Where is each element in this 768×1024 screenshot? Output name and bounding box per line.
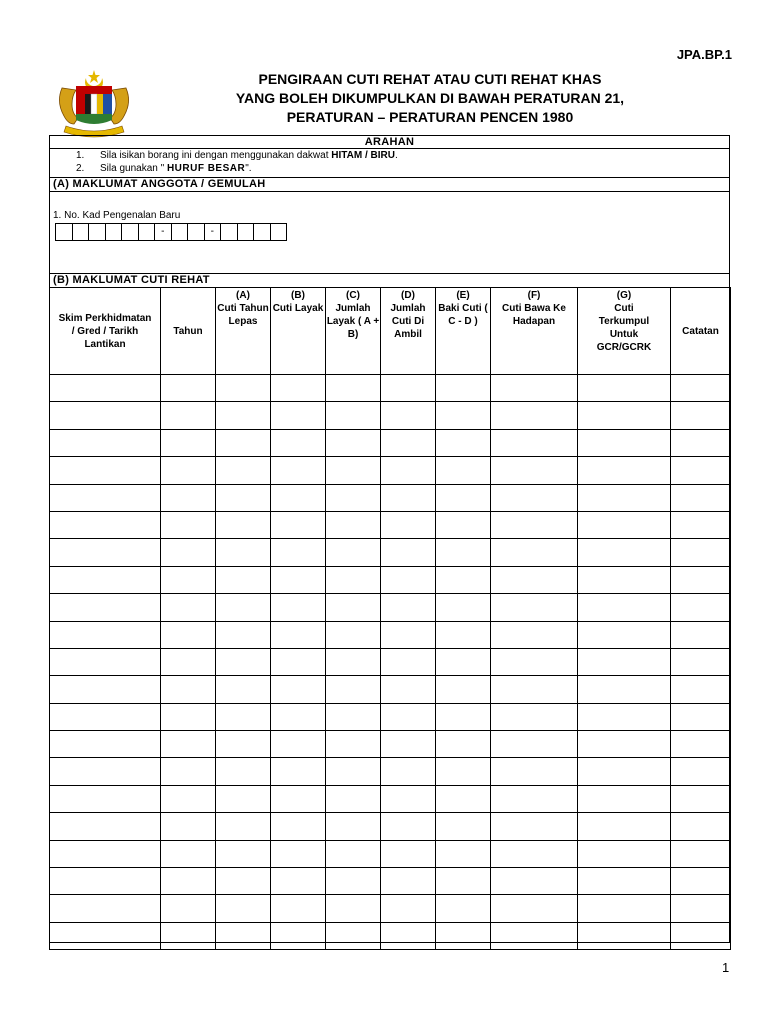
table-cell[interactable] [491,402,578,429]
table-cell[interactable] [326,375,381,402]
table-cell[interactable] [436,785,491,812]
section-a-title: (A) MAKLUMAT ANGGOTA / GEMULAH [53,178,266,190]
table-cell[interactable] [271,731,326,758]
table-cell[interactable] [326,457,381,484]
table-cell[interactable] [671,402,731,429]
table-cell[interactable] [491,840,578,867]
table-cell[interactable] [436,375,491,402]
table-cell[interactable] [216,785,271,812]
table-cell[interactable] [50,648,161,675]
table-cell[interactable] [381,457,436,484]
table-cell[interactable] [161,868,216,895]
table-cell[interactable] [436,457,491,484]
ic-digit-box[interactable] [88,223,106,241]
table-cell[interactable] [271,813,326,840]
table-cell[interactable] [271,375,326,402]
table-cell[interactable] [216,621,271,648]
table-cell[interactable] [216,648,271,675]
table-cell[interactable] [161,922,216,949]
table-cell[interactable] [578,402,671,429]
table-row [50,922,731,949]
form-title [150,70,710,127]
table-cell[interactable] [436,402,491,429]
table-cell[interactable] [671,375,731,402]
table-cell[interactable] [671,594,731,621]
instruction-item [76,163,252,174]
table-cell[interactable] [216,758,271,785]
table-cell[interactable] [326,429,381,456]
table-cell[interactable] [381,758,436,785]
table-row [50,758,731,785]
table-cell[interactable] [671,484,731,511]
ic-number-label: 1. No. Kad Pengenalan Baru [53,210,181,221]
table-cell[interactable] [671,621,731,648]
table-cell[interactable] [436,676,491,703]
table-cell[interactable] [50,594,161,621]
table-cell[interactable] [161,539,216,566]
table-cell[interactable] [381,731,436,758]
table-cell[interactable] [436,539,491,566]
table-row [50,539,731,566]
table-cell[interactable] [326,785,381,812]
table-cell[interactable] [671,813,731,840]
table-cell[interactable] [271,402,326,429]
table-cell[interactable] [578,758,671,785]
table-cell[interactable] [326,648,381,675]
column-label: Cuti Layak [272,303,324,314]
table-cell[interactable] [50,676,161,703]
column-header [271,288,326,375]
ic-digit-box[interactable] [187,223,205,241]
table-cell[interactable] [491,539,578,566]
table-cell[interactable] [491,375,578,402]
table-cell[interactable] [578,813,671,840]
table-cell[interactable] [271,457,326,484]
table-cell[interactable] [671,868,731,895]
table-cell[interactable] [161,511,216,538]
column-code: (E) [456,290,470,301]
table-cell[interactable] [491,868,578,895]
table-cell[interactable] [161,758,216,785]
column-code: (G) [616,290,632,301]
column-code: (A) [236,290,250,301]
column-header [326,288,381,375]
table-cell[interactable] [671,731,731,758]
table-cell[interactable] [161,566,216,593]
table-cell[interactable] [671,676,731,703]
table-header-row [50,288,731,375]
table-cell[interactable] [216,922,271,949]
table-row [50,840,731,867]
table-cell[interactable] [436,566,491,593]
table-cell[interactable] [381,594,436,621]
table-cell[interactable] [50,621,161,648]
table-cell[interactable] [671,457,731,484]
table-cell[interactable] [50,539,161,566]
instruction-number: 1. [76,150,85,161]
table-cell[interactable] [161,484,216,511]
table-cell[interactable] [271,621,326,648]
table-cell[interactable] [271,648,326,675]
column-header [216,288,271,375]
table-cell[interactable] [161,895,216,922]
column-label: Skim Perkhidmatan / Gred / Tarikh Lantikan [58,312,152,350]
table-cell[interactable] [216,731,271,758]
table-cell[interactable] [671,785,731,812]
table-cell[interactable] [216,511,271,538]
table-cell[interactable] [578,731,671,758]
table-cell[interactable] [381,511,436,538]
table-cell[interactable] [381,813,436,840]
table-cell[interactable] [671,895,731,922]
table-row [50,813,731,840]
table-cell[interactable] [578,539,671,566]
table-cell[interactable] [491,621,578,648]
table-cell[interactable] [578,868,671,895]
ic-digit-box[interactable] [237,223,255,241]
table-cell[interactable] [326,731,381,758]
table-row [50,703,731,730]
instruction-text: Sila isikan borang ini dengan menggunakan dakwat [100,150,332,161]
table-cell[interactable] [436,429,491,456]
instruction-text: Sila gunakan " [100,163,167,174]
table-cell[interactable] [216,703,271,730]
table-cell[interactable] [161,375,216,402]
table-cell[interactable] [161,594,216,621]
instruction-suffix: ". [245,163,252,174]
ic-digit-box[interactable] [171,223,189,241]
instructions-title: ARAHAN [364,136,415,148]
table-row [50,375,731,402]
table-cell[interactable] [326,539,381,566]
table-cell[interactable] [491,895,578,922]
table-cell[interactable] [326,676,381,703]
table-cell[interactable] [671,703,731,730]
table-row [50,648,731,675]
ic-digit-box[interactable] [253,223,271,241]
table-cell[interactable] [216,895,271,922]
table-cell[interactable] [381,895,436,922]
table-row [50,457,731,484]
instruction-suffix: . [394,150,398,161]
table-cell[interactable] [271,840,326,867]
table-cell[interactable] [326,813,381,840]
table-cell[interactable] [491,676,578,703]
table-cell[interactable] [50,429,161,456]
table-cell[interactable] [436,648,491,675]
table-cell[interactable] [326,511,381,538]
column-label: Baki Cuti ( C - D ) [438,303,488,327]
table-cell[interactable] [491,429,578,456]
table-cell[interactable] [436,868,491,895]
table-cell[interactable] [216,840,271,867]
table-cell[interactable] [381,402,436,429]
table-cell[interactable] [436,594,491,621]
ic-number-input[interactable] [56,223,287,241]
table-row [50,566,731,593]
table-row [50,785,731,812]
table-cell[interactable] [271,429,326,456]
table-cell[interactable] [216,676,271,703]
table-cell[interactable] [578,785,671,812]
table-cell[interactable] [578,594,671,621]
table-cell[interactable] [326,703,381,730]
table-cell[interactable] [161,457,216,484]
table-cell[interactable] [326,484,381,511]
title-line: PENGIRAAN CUTI REHAT ATAU CUTI REHAT KHAS [258,71,602,87]
table-cell[interactable] [578,484,671,511]
table-cell[interactable] [271,539,326,566]
column-label: Jumlah Cuti Di Ambil [390,303,426,340]
column-header [381,288,436,375]
table-cell[interactable] [161,813,216,840]
table-cell[interactable] [271,868,326,895]
table-cell[interactable] [381,375,436,402]
table-cell[interactable] [436,621,491,648]
table-cell[interactable] [436,895,491,922]
table-cell[interactable] [50,511,161,538]
column-label: Cuti Terkumpul Untuk GCR/GCRK [596,303,652,353]
section-b-title: (B) MAKLUMAT CUTI REHAT [53,274,210,286]
column-code: (B) [291,290,305,301]
table-cell[interactable] [671,539,731,566]
table-cell[interactable] [491,703,578,730]
table-row [50,676,731,703]
table-row [50,868,731,895]
table-cell[interactable] [381,539,436,566]
ic-digit-box[interactable] [220,223,238,241]
instruction-emphasis: HITAM / BIRU [331,150,395,161]
table-cell[interactable] [271,758,326,785]
table-cell[interactable] [271,511,326,538]
column-code: (C) [346,290,360,301]
table-cell[interactable] [50,785,161,812]
page-number: 1 [722,960,730,975]
instruction-number: 2. [76,163,85,174]
table-row [50,402,731,429]
table-cell[interactable] [161,703,216,730]
ic-digit-box[interactable] [72,223,90,241]
table-cell[interactable] [578,566,671,593]
table-cell[interactable] [326,594,381,621]
table-row [50,511,731,538]
table-row [50,731,731,758]
table-cell[interactable] [216,594,271,621]
ic-digit-box[interactable] [55,223,73,241]
table-cell[interactable] [578,676,671,703]
table-row [50,429,731,456]
column-header [578,288,671,375]
table-cell[interactable] [436,813,491,840]
table-cell[interactable] [578,840,671,867]
table-cell[interactable] [436,922,491,949]
table-cell[interactable] [578,457,671,484]
table-cell[interactable] [161,840,216,867]
table-cell[interactable] [671,922,731,949]
ic-digit-box[interactable] [270,223,288,241]
table-cell[interactable] [578,648,671,675]
ic-digit-box: - [154,223,172,241]
table-cell[interactable] [326,922,381,949]
table-cell[interactable] [671,429,731,456]
column-header [50,288,161,375]
table-cell[interactable] [271,895,326,922]
table-cell[interactable] [216,813,271,840]
ic-digit-box: - [204,223,222,241]
table-cell[interactable] [326,840,381,867]
ic-digit-box[interactable] [105,223,123,241]
table-cell[interactable] [381,785,436,812]
leave-table [49,287,731,950]
column-header [436,288,491,375]
table-cell[interactable] [216,566,271,593]
table-cell[interactable] [216,429,271,456]
column-header [671,288,731,375]
table-cell[interactable] [436,703,491,730]
table-cell[interactable] [671,511,731,538]
table-cell[interactable] [271,484,326,511]
table-cell[interactable] [161,402,216,429]
table-cell[interactable] [436,840,491,867]
table-cell[interactable] [50,703,161,730]
table-cell[interactable] [216,868,271,895]
table-cell[interactable] [326,758,381,785]
divider [49,148,730,149]
column-code: (D) [401,290,415,301]
table-cell[interactable] [578,621,671,648]
table-cell[interactable] [50,895,161,922]
table-cell[interactable] [216,402,271,429]
table-cell[interactable] [216,484,271,511]
table-cell[interactable] [381,621,436,648]
table-cell[interactable] [671,840,731,867]
divider [49,191,730,192]
column-label: Tahun [173,325,203,337]
table-cell[interactable] [578,511,671,538]
table-cell[interactable] [50,758,161,785]
table-cell[interactable] [578,922,671,949]
table-cell[interactable] [216,539,271,566]
table-row [50,895,731,922]
table-cell[interactable] [491,648,578,675]
title-line: PERATURAN – PERATURAN PENCEN 1980 [286,109,574,125]
title-line: YANG BOLEH DIKUMPULKAN DI BAWAH PERATURAN 21, [235,90,625,106]
instruction-item [76,150,398,161]
table-row [50,621,731,648]
table-cell[interactable] [381,566,436,593]
table-cell[interactable] [326,895,381,922]
table-cell[interactable] [491,511,578,538]
table-cell[interactable] [578,429,671,456]
table-cell[interactable] [161,429,216,456]
table-cell[interactable] [436,758,491,785]
table-cell[interactable] [271,566,326,593]
table-cell[interactable] [381,648,436,675]
table-cell[interactable] [161,621,216,648]
table-cell[interactable] [271,594,326,621]
malaysia-coat-of-arms-icon [56,68,132,138]
table-cell[interactable] [381,922,436,949]
ic-digit-box[interactable] [121,223,139,241]
table-cell[interactable] [491,457,578,484]
table-cell[interactable] [436,731,491,758]
table-cell[interactable] [491,922,578,949]
column-label: Jumlah Layak ( A + B) [326,303,380,340]
table-cell[interactable] [326,621,381,648]
table-cell[interactable] [271,676,326,703]
table-cell[interactable] [671,566,731,593]
table-cell[interactable] [216,457,271,484]
table-cell[interactable] [671,758,731,785]
table-cell[interactable] [50,813,161,840]
table-cell[interactable] [161,785,216,812]
table-cell[interactable] [271,922,326,949]
column-header [491,288,578,375]
table-cell[interactable] [50,484,161,511]
table-cell[interactable] [491,785,578,812]
table-cell[interactable] [326,868,381,895]
table-cell[interactable] [578,895,671,922]
table-cell[interactable] [491,813,578,840]
table-cell[interactable] [271,703,326,730]
table-cell[interactable] [671,648,731,675]
table-cell[interactable] [491,594,578,621]
table-cell[interactable] [50,922,161,949]
table-cell[interactable] [50,402,161,429]
table-cell[interactable] [216,375,271,402]
table-cell[interactable] [50,375,161,402]
column-header [161,288,216,375]
column-label: Cuti Bawa Ke Hadapan [502,303,566,327]
table-cell[interactable] [491,566,578,593]
table-cell[interactable] [491,731,578,758]
table-cell[interactable] [161,731,216,758]
table-cell[interactable] [381,703,436,730]
table-cell[interactable] [50,868,161,895]
table-cell[interactable] [578,703,671,730]
table-cell[interactable] [50,840,161,867]
table-cell[interactable] [50,566,161,593]
form-code: JPA.BP.1 [676,47,732,62]
table-cell[interactable] [381,484,436,511]
column-label: Catatan [682,325,719,337]
table-row [50,594,731,621]
column-code: (F) [527,290,541,301]
table-cell[interactable] [50,731,161,758]
table-cell[interactable] [491,758,578,785]
column-label: Cuti Tahun Lepas [217,303,269,327]
table-cell[interactable] [161,676,216,703]
table-cell[interactable] [271,785,326,812]
table-cell[interactable] [326,402,381,429]
instruction-emphasis: HURUF BESAR [166,163,246,174]
table-cell[interactable] [381,840,436,867]
table-cell[interactable] [436,511,491,538]
table-body [50,375,731,950]
table-cell[interactable] [161,648,216,675]
table-cell[interactable] [381,429,436,456]
table-cell[interactable] [381,676,436,703]
table-cell[interactable] [326,566,381,593]
ic-digit-box[interactable] [138,223,156,241]
table-cell[interactable] [578,375,671,402]
table-cell[interactable] [381,868,436,895]
table-cell[interactable] [50,457,161,484]
table-cell[interactable] [491,484,578,511]
table-row [50,484,731,511]
table-cell[interactable] [436,484,491,511]
